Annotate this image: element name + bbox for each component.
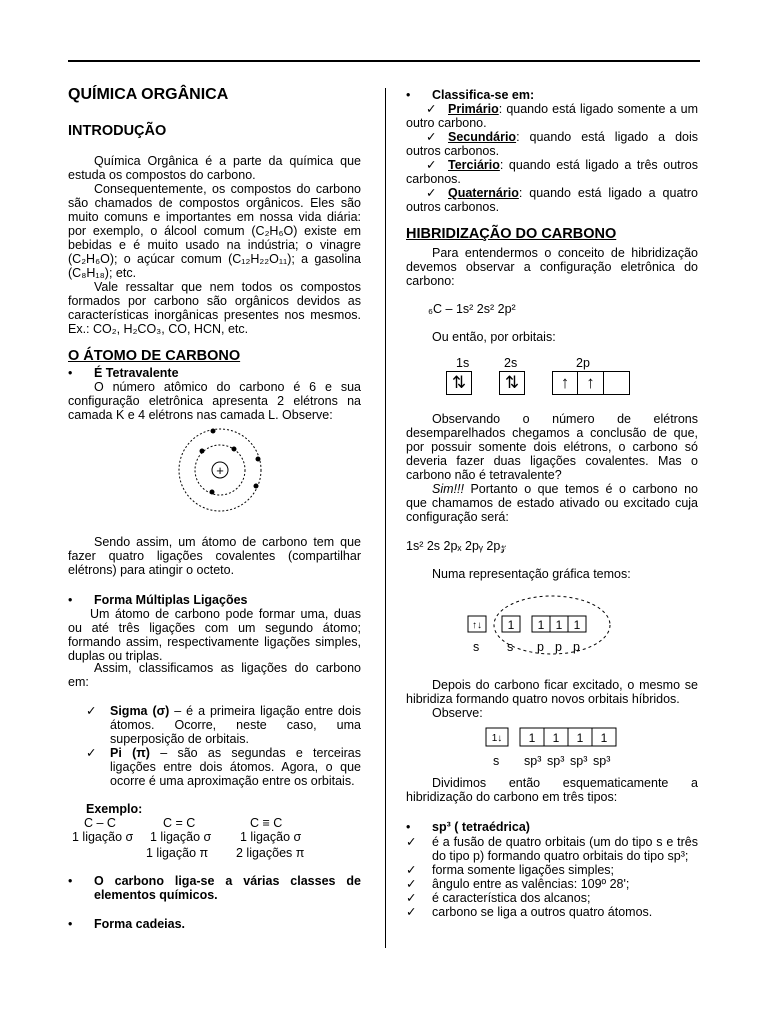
pi-term: Pi (π) — [110, 746, 150, 760]
ex-double-sigma: 1 ligação σ — [150, 830, 212, 844]
sp3-item-text: é característica dos alcanos; — [432, 891, 591, 905]
svg-text:1: 1 — [507, 618, 515, 632]
classify-title: Classifica-se em: — [432, 88, 535, 102]
orbital-label-2s: 2s — [504, 356, 518, 370]
tetravalent-title: É Tetravalente — [94, 366, 179, 380]
hybridization-heading: HIBRIDIZAÇÃO DO CARBONO — [406, 226, 617, 242]
hybrid-label: sp³ — [524, 754, 542, 768]
tetravalent-text: O número atômico do carbono é 6 e sua configuração eletrônica apresenta 2 elétrons na camada K e 4 elétrons nas camada L. Observe: — [68, 380, 361, 422]
hybrid-label: s — [493, 754, 500, 768]
bullet-icon: • — [406, 88, 411, 102]
bond-triple: C ≡ C — [250, 816, 283, 830]
example-label: Exemplo: — [86, 802, 143, 816]
excited-label: p — [573, 640, 580, 654]
classify-item — [406, 130, 698, 158]
check-icon: ✓ — [406, 905, 417, 919]
check-icon: ✓ — [426, 158, 437, 172]
carbon-bonds-classes: O carbono liga-se a várias classes de elementos químicos. — [94, 874, 361, 902]
svg-text:1: 1 — [576, 731, 584, 745]
hybrid-intro: Para entendermos o conceito de hibridização devemos observar a configuração eletrônica do carbono: — [406, 246, 698, 288]
classify-list — [406, 102, 698, 214]
sp3-item-text: forma somente ligações simples; — [432, 863, 615, 877]
top-rule — [68, 60, 700, 62]
excited-label: p — [555, 640, 562, 654]
ex-triple-sigma: 1 ligação σ — [240, 830, 302, 844]
classify-term: Secundário — [448, 130, 517, 144]
excited-config: 1s² 2s 2pₓ 2pᵧ 2p𝓏 — [406, 539, 507, 553]
check-icon: ✓ — [406, 835, 417, 849]
svg-text:↑↓: ↑↓ — [472, 620, 482, 631]
hybrid-label: sp³ — [593, 754, 611, 768]
classify-item — [406, 102, 698, 130]
sigma-term: Sigma (σ) — [110, 704, 170, 718]
intro-text — [68, 154, 361, 336]
sim-emphasis: Sim!!! — [432, 482, 464, 496]
classify-item — [406, 158, 698, 186]
orbital-box-2s: ⇅ — [499, 371, 525, 395]
svg-text:1: 1 — [537, 618, 545, 632]
multiple-bonds-title: Forma Múltiplas Ligações — [94, 593, 248, 607]
octet-text: Sendo assim, um átomo de carbono tem que fazer quatro ligações covalentes (compartilhar elétrons) para atingir o octeto. — [68, 535, 361, 577]
classify-term: Terciário — [448, 158, 500, 172]
svg-text:1: 1 — [555, 618, 563, 632]
classify-desc: : quando está ligado a quatro outros carbonos. — [406, 186, 698, 214]
bond-double: C = C — [163, 816, 196, 830]
classify-desc: : quando está ligado a dois outros carbonos. — [406, 130, 698, 158]
sigma-desc: – é a primeira ligação entre dois átomos. Ocorre, neste caso, uma superposição de orbitais. — [110, 704, 361, 746]
check-icon: ✓ — [426, 102, 437, 116]
sp3-item — [406, 863, 698, 877]
ex-double-pi: 1 ligação π — [146, 846, 209, 860]
svg-text:1↓: 1↓ — [491, 733, 503, 744]
three-types-text: Dividimos então esquematicamente a hibridização do carbono em três tipos: — [406, 776, 698, 804]
excited-state-text: Portanto o que temos é o carbono no que chamamos de estado ativado ou excitado cuja configuração será: — [406, 482, 698, 524]
by-orbitals-text: Ou então, por orbitais: — [432, 330, 556, 344]
nucleus-sign: + — [216, 463, 224, 478]
orbital-box-1s: ⇅ — [446, 371, 472, 395]
orbital-box-2p: ↑ ↑ — [552, 371, 630, 395]
check-icon: ✓ — [406, 891, 417, 905]
check-icon: ✓ — [406, 877, 417, 891]
sp3-item — [406, 877, 698, 891]
atom-heading: O ÁTOMO DE CARBONO — [68, 348, 241, 364]
excited-label: s — [473, 640, 480, 654]
classify-desc: : quando está ligado a três outros carbonos. — [406, 158, 698, 186]
classify-item — [406, 186, 698, 214]
unpaired-text: Observando o número de elétrons desemparelhados chegamos a conclusão de que, por possuir somente dois elétrons, o carbono só deveria fazer duas ligações covalentes. Mas o carbono não é tetravalente? — [406, 412, 698, 482]
svg-text:1: 1 — [528, 731, 536, 745]
excited-label: p — [537, 640, 544, 654]
multiple-bonds-text: Um átomo de carbono pode formar uma, duas ou até três ligações com um segundo átomo; formando assim, respectivamente ligações simples, duplas ou triplas. — [68, 607, 361, 663]
sp3-item — [406, 905, 698, 919]
sp3-list — [406, 835, 698, 919]
pi-desc: – são as segundas e terceiras ligações entre dois átomos. Agora, o que ocorre é uma aproximação entre os orbitais. — [110, 746, 361, 788]
classify-term: Primário — [448, 102, 499, 116]
check-icon: ✓ — [86, 704, 97, 718]
forms-chains: Forma cadeias. — [94, 917, 186, 931]
check-icon: ✓ — [426, 130, 437, 144]
bullet-icon: • — [68, 593, 73, 607]
sp3-item-text: é a fusão de quatro orbitais (um do tipo s e três do tipo p) formando quatro orbitais do tipo sp³; — [432, 835, 698, 863]
sigma-item — [86, 704, 361, 746]
sp3-item-text: ângulo entre as valências: 109º 28'; — [432, 877, 630, 891]
intro-p3: Vale ressaltar que nem todos os compostos formados por carbono são orgânicos devidos as características inorgânicas presentes nos mesmos. Ex.: CO₂, H₂CO₃, CO, HCN, etc. — [68, 280, 361, 336]
observe-text: Observe: — [432, 706, 483, 720]
hybrid-orbitals-diagram — [484, 724, 624, 750]
sp3-item — [406, 891, 698, 905]
classify-term: Quaternário — [448, 186, 519, 200]
carbon-atom-diagram — [172, 424, 272, 514]
hybrid-label: sp³ — [547, 754, 565, 768]
hybrid-label: sp³ — [570, 754, 588, 768]
svg-text:1: 1 — [573, 618, 581, 632]
intro-p1: Química Orgânica é a parte da química que estuda os compostos do carbono. — [68, 154, 361, 182]
bullet-icon: • — [68, 366, 73, 380]
bond-single: C – C — [84, 816, 116, 830]
svg-text:1: 1 — [552, 731, 560, 745]
ex-single-sigma: 1 ligação σ — [72, 830, 134, 844]
check-icon: ✓ — [426, 186, 437, 200]
svg-text:1: 1 — [600, 731, 608, 745]
check-icon: ✓ — [406, 863, 417, 877]
orbital-label-2p: 2p — [576, 356, 590, 370]
orbital-label-1s: 1s — [456, 356, 470, 370]
column-divider — [385, 88, 386, 948]
bullet-icon: • — [68, 874, 73, 888]
page-title: QUÍMICA ORGÂNICA — [68, 86, 229, 103]
intro-heading: INTRODUÇÃO — [68, 123, 167, 139]
sp3-item — [406, 835, 698, 863]
pi-item — [86, 746, 361, 788]
intro-p2: Consequentemente, os compostos do carbono são chamados de compostos orgânicos. Eles são muito comuns e importantes em nossa vida diária: por exemplo, o álcool comum (C₂H₆O) existe em bebidas e é muito usado na indústria; o vinagre (C₂H₆O); o açúcar comum (C₁₂H₂₂O₁₁); a gasolina (C₈H₁₈); etc. — [68, 182, 361, 280]
sp3-item-text: carbono se liga a outros quatro átomos. — [432, 905, 653, 919]
classify-desc: : quando está ligado somente a um outro carbono. — [406, 102, 698, 130]
bullet-icon: • — [406, 820, 411, 834]
hybridizes-text: Depois do carbono ficar excitado, o mesmo se hibridiza formando quatro novos orbitais híbridos. — [406, 678, 698, 706]
classify-bonds-text: Assim, classificamos as ligações do carbono em: — [68, 661, 361, 689]
excited-label: s — [507, 640, 514, 654]
bullet-icon: • — [68, 917, 73, 931]
electron-config: ₆C – 1s² 2s² 2p² — [428, 302, 516, 316]
sp3-title: sp³ ( tetraédrica) — [432, 820, 530, 834]
ex-triple-pi: 2 ligações π — [236, 846, 305, 860]
check-icon: ✓ — [86, 746, 97, 760]
graphic-rep-text: Numa representação gráfica temos: — [432, 567, 631, 581]
